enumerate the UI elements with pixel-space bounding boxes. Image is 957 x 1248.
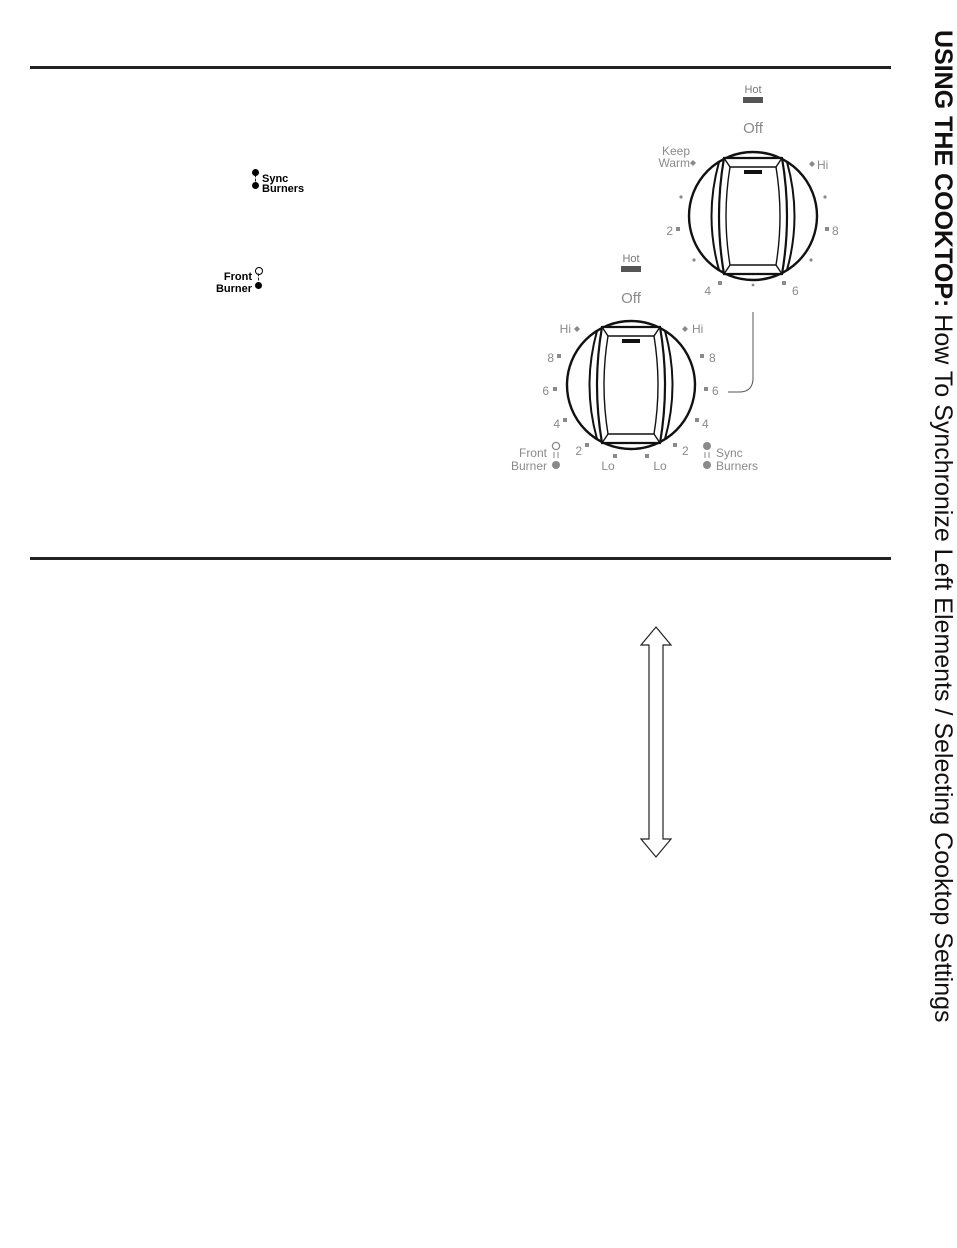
right-knob — [658, 84, 839, 392]
side-title-section: USING THE COOKTOP: — [929, 30, 957, 308]
left-knob-pointer-icon — [622, 339, 640, 343]
right-knob-2-label: 2 — [666, 224, 673, 238]
right-knob-hi-label: Hi — [817, 158, 829, 172]
right-knob-8-label: 8 — [832, 224, 839, 238]
double-arrow-icon — [636, 625, 676, 861]
right-knob-warm-label: Warm — [658, 156, 690, 170]
left-knob-front-label: Front — [518, 446, 547, 460]
left-knob-8-left: 8 — [547, 351, 554, 365]
left-knob-hot-label: Hot — [622, 253, 640, 265]
filled-dot-icon — [703, 461, 711, 469]
connector-line — [728, 312, 753, 392]
left-knob-lo-right: Lo — [653, 459, 667, 473]
left-knob-6-left: 6 — [542, 384, 549, 398]
right-knob-hot-label: Hot — [744, 84, 762, 96]
left-knob-sync-label: Sync — [716, 446, 743, 460]
side-title-subject: How To Synchronize Left Elements / Selecting Cooktop Settings — [929, 307, 957, 1023]
sync-legend-line1: Sync — [262, 173, 289, 185]
left-knob-off-label: Off — [621, 290, 641, 307]
keep-warm-marker-icon — [690, 160, 696, 166]
left-knob-6-right: 6 — [712, 384, 719, 398]
hot-indicator-icon — [621, 266, 641, 272]
left-knob-burners-label: Burners — [716, 459, 759, 473]
left-knob-8-right: 8 — [709, 351, 716, 365]
right-knob-6-label: 6 — [792, 284, 799, 298]
front-legend-line2: Burner — [215, 283, 252, 295]
left-knob-lo-left: Lo — [601, 459, 615, 473]
hi-marker-icon — [809, 161, 815, 167]
left-knob — [511, 253, 758, 473]
right-knob-pointer-icon — [744, 170, 762, 174]
left-knob-burner-label: Burner — [510, 459, 547, 473]
right-knob-off-label: Off — [743, 120, 763, 137]
filled-dot-icon — [552, 461, 560, 469]
left-knob-4-left: 4 — [553, 417, 560, 431]
right-knob-4-label: 4 — [704, 284, 711, 298]
left-knob-hi-right: Hi — [692, 322, 704, 336]
sync-legend-line2: Burners — [262, 183, 305, 195]
link-bars-icon: ¦ — [254, 175, 257, 182]
left-knob-hi-left: Hi — [559, 322, 571, 336]
right-knob-keep-label: Keep — [661, 144, 690, 158]
hot-indicator-icon — [743, 97, 763, 103]
link-bars-icon: ¦ — [257, 274, 260, 281]
open-dot-icon — [552, 442, 559, 449]
left-knob-2-right: 2 — [682, 444, 689, 458]
filled-dot-icon — [703, 442, 711, 450]
left-knob-4-right: 4 — [702, 417, 709, 431]
left-knob-2-left: 2 — [575, 444, 582, 458]
front-legend-line1: Front — [223, 271, 252, 283]
knobs-illustration — [0, 0, 950, 560]
